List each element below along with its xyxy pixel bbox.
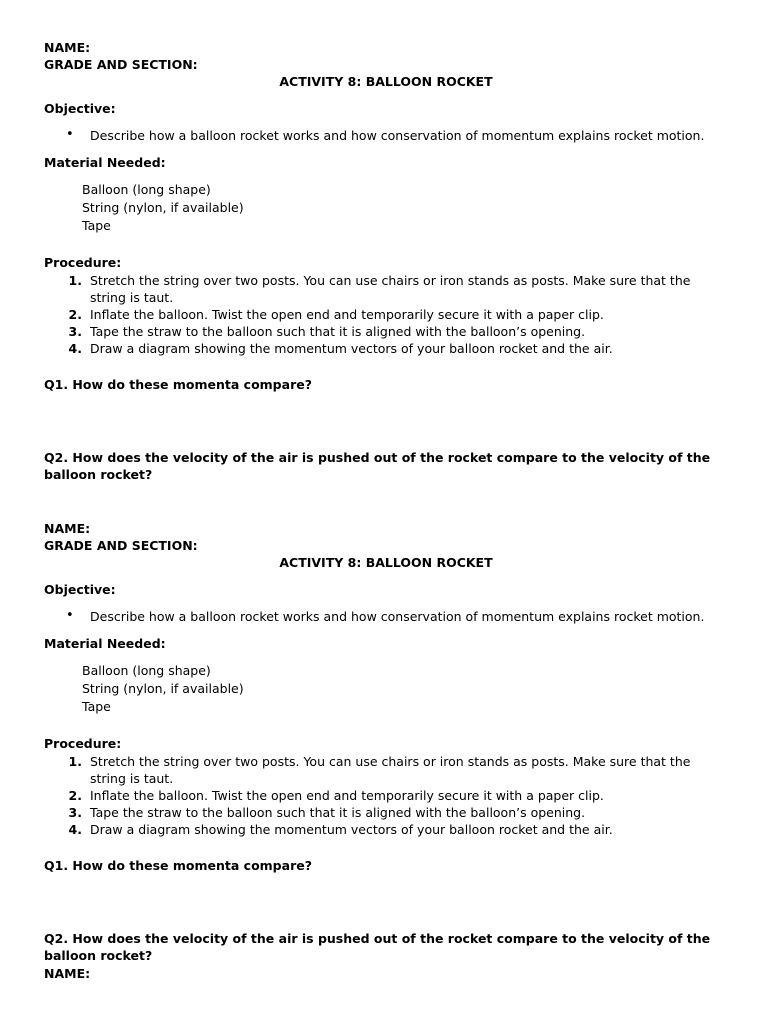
step-text: Stretch the string over two posts. You can use chairs or iron stands as posts. Make sure that the: [90, 273, 691, 288]
question-1: Q1. How do these momenta compare?: [44, 858, 312, 873]
step-text: Inflate the balloon. Twist the open end and temporarily secure it with a paper clip.: [90, 307, 604, 322]
activity-title: ACTIVITY 8: BALLOON ROCKET: [279, 74, 493, 89]
grade-section-label: GRADE AND SECTION:: [44, 57, 198, 72]
step-text: Tape the straw to the balloon such that it is aligned with the balloon’s opening.: [90, 324, 586, 339]
question-1: Q1. How do these momenta compare?: [44, 377, 312, 392]
material-item: Balloon (long shape): [82, 182, 211, 197]
step-number: 1.: [68, 754, 82, 769]
material-item: Tape: [82, 218, 111, 233]
name-label: NAME:: [44, 40, 91, 55]
step-text: Draw a diagram showing the momentum vectors of your balloon rocket and the air.: [90, 341, 613, 356]
step-text: Stretch the string over two posts. You can use chairs or iron stands as posts. Make sure that the: [90, 754, 691, 769]
grade-section-label: GRADE AND SECTION:: [44, 538, 198, 553]
step-number: 1.: [68, 273, 82, 288]
step-number: 3.: [68, 805, 82, 820]
step-number: 4.: [68, 341, 82, 356]
step-text: Tape the straw to the balloon such that it is aligned with the balloon’s opening.: [90, 805, 586, 820]
bullet-icon: •: [66, 127, 74, 142]
question-2: Q2. How does the velocity of the air is pushed out of the rocket compare to the velocity of the: [44, 450, 711, 465]
question-2-continued: balloon rocket?: [44, 467, 153, 482]
material-item: String (nylon, if available): [82, 200, 244, 215]
step-text-continued: string is taut.: [90, 290, 174, 305]
activity-title: ACTIVITY 8: BALLOON ROCKET: [279, 555, 493, 570]
bullet-icon: •: [66, 608, 74, 623]
trailing-name-label: NAME:: [44, 966, 91, 981]
material-item: String (nylon, if available): [82, 681, 244, 696]
step-text-continued: string is taut.: [90, 771, 174, 786]
objective-text: Describe how a balloon rocket works and how conservation of momentum explains rocket motion.: [90, 609, 705, 624]
objective-heading: Objective:: [44, 101, 116, 116]
materials-heading: Material Needed:: [44, 155, 166, 170]
procedure-heading: Procedure:: [44, 736, 122, 751]
material-item: Balloon (long shape): [82, 663, 211, 678]
step-text: Inflate the balloon. Twist the open end and temporarily secure it with a paper clip.: [90, 788, 604, 803]
materials-heading: Material Needed:: [44, 636, 166, 651]
step-number: 2.: [68, 307, 82, 322]
question-2-continued: balloon rocket?: [44, 948, 153, 963]
question-2: Q2. How does the velocity of the air is pushed out of the rocket compare to the velocity of the: [44, 931, 711, 946]
step-number: 2.: [68, 788, 82, 803]
step-number: 4.: [68, 822, 82, 837]
objective-heading: Objective:: [44, 582, 116, 597]
step-number: 3.: [68, 324, 82, 339]
step-text: Draw a diagram showing the momentum vectors of your balloon rocket and the air.: [90, 822, 613, 837]
name-label: NAME:: [44, 521, 91, 536]
procedure-heading: Procedure:: [44, 255, 122, 270]
material-item: Tape: [82, 699, 111, 714]
objective-text: Describe how a balloon rocket works and how conservation of momentum explains rocket motion.: [90, 128, 705, 143]
